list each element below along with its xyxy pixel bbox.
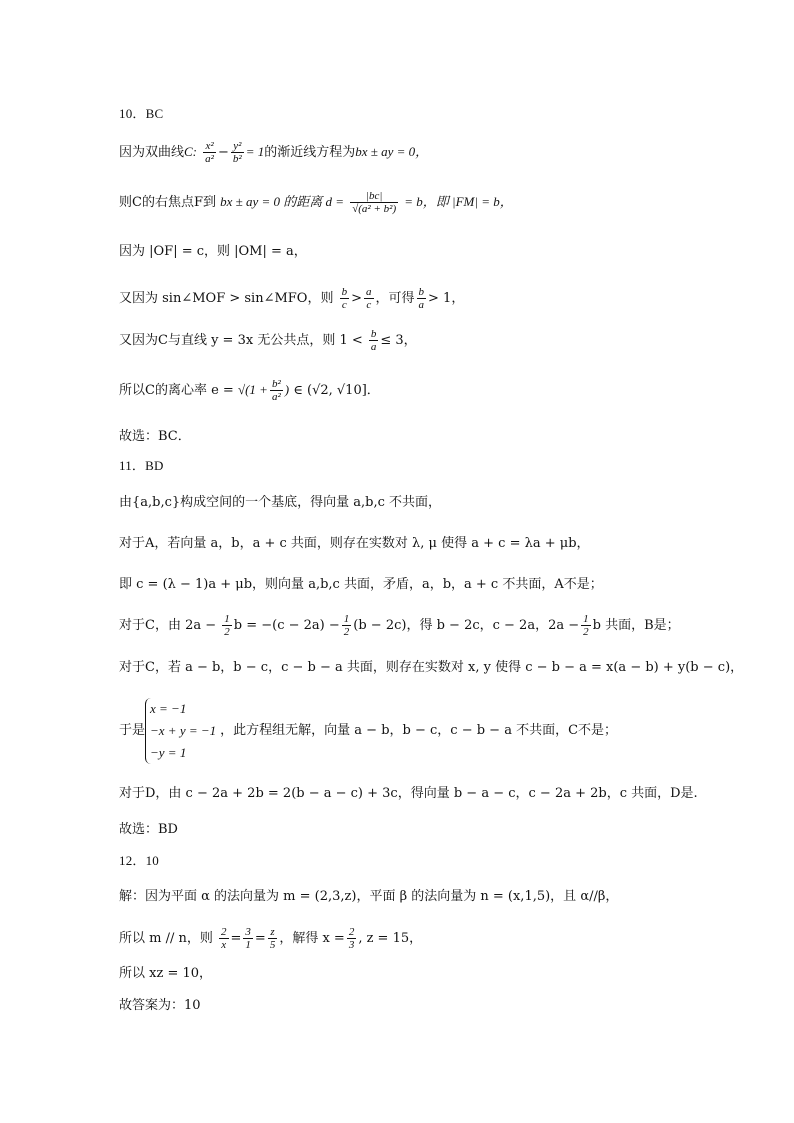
numerator: 1	[224, 613, 230, 625]
numerator: |bc|	[350, 190, 398, 203]
equation: −x + y = −1	[150, 723, 217, 738]
fraction-1-2	[581, 613, 591, 638]
numerator: b	[341, 286, 348, 298]
q10-math: bx ± ay = 0 的距离 d =	[220, 194, 345, 209]
q10-text: 因为双曲线	[119, 145, 185, 160]
q12-line1: 解：因为平面 α 的法向量为 m = (2,3,z)，平面 β 的法向量为 n = (x,1,5)，且 α//β，	[119, 889, 619, 904]
numerator: b	[370, 328, 377, 340]
denominator: c	[341, 299, 347, 311]
q10-text: > 1，	[428, 291, 465, 306]
fraction-distance	[350, 190, 398, 215]
numerator: a	[366, 286, 372, 298]
q11-text: b = −(c − 2a) −	[233, 618, 340, 633]
q12-answer: 故答案为：10	[119, 998, 201, 1013]
fraction-2-x	[219, 926, 229, 951]
q11-line7: 对于D，由 c − 2a + 2b = 2(b − a − c) + 3c，得向量 b − a − c，c − 2a + 2b，c 共面，D是.	[119, 786, 698, 801]
denominator: a²	[205, 153, 214, 165]
q10-answer: 故选：BC．	[119, 429, 191, 444]
q12-math: =	[230, 931, 242, 946]
q12-text: ，解得 x =	[279, 931, 345, 946]
q12-title: 12．10	[119, 853, 159, 868]
numerator: y²	[231, 140, 244, 153]
numerator: 3	[245, 926, 251, 938]
q11-text: ，此方程组无解，向量 a − b，b − c，c − b − a 不共面，C不是；	[220, 723, 618, 738]
q10-line5	[119, 328, 417, 353]
q10-text: ，可得	[375, 291, 415, 306]
q10-math: bx ± ay = 0，	[355, 144, 429, 159]
q10-math: >	[351, 291, 363, 306]
numerator: b	[418, 286, 425, 298]
denominator: 2	[224, 626, 230, 638]
fraction-y2-b2	[231, 140, 244, 165]
denominator: √(a² + b²)	[352, 203, 397, 215]
q10-text: 又因为C与直线 y = 3x 无公共点，则 1 <	[119, 333, 363, 348]
fraction-1-2	[222, 613, 232, 638]
fraction-3-1	[243, 926, 253, 951]
q11-line2: 对于A，若向量 a，b，a + c 共面，则存在实数对 λ, μ 使得 a + c = λa + μb，	[119, 536, 590, 551]
fraction-1-2	[342, 613, 352, 638]
q11-text: 对于C，由 2a −	[119, 618, 217, 633]
q10-math: )	[284, 382, 290, 397]
denominator: 2	[343, 626, 350, 638]
numerator: x²	[203, 140, 216, 153]
equation: x = −1	[150, 701, 187, 716]
q11-text: (b − 2c)，得 b − 2c，c − 2a，2a −	[353, 618, 580, 633]
fraction-a-c	[364, 286, 374, 311]
denominator: b²	[232, 153, 242, 165]
q10-text: 的渐近线方程为	[264, 145, 356, 160]
equation: −y = 1	[150, 745, 187, 760]
q12-line2	[119, 926, 422, 951]
q10-text: ∈ (√2, √10]．	[293, 383, 380, 398]
q11-text: 于是	[119, 723, 146, 738]
fraction-2-3	[347, 926, 357, 951]
q11-line1: 由{a,b,c}构成空间的一个基底，得向量 a,b,c 不共面，	[119, 495, 442, 510]
q11-text: b 共面，B是；	[592, 618, 680, 633]
q10-text: 又因为 sin∠MOF > sin∠MFO，则	[119, 291, 334, 306]
q12-line3: 所以 xz = 10，	[119, 966, 213, 981]
q12-math: =	[254, 931, 266, 946]
fraction-b-a	[417, 286, 427, 311]
q10-line1: 因为双曲线C: $\frac{\text{x²}}{\text{a²}}$ − $\frac{\text{y²}}{\text{b²}}$ = 1的渐近线方程为bx ± ay = 0，	[119, 140, 429, 165]
q10-text: 所以C的离心率 e =	[119, 383, 234, 398]
q12-text: , z = 15，	[358, 931, 423, 946]
denominator: a	[370, 341, 377, 353]
q11-line4	[119, 613, 680, 638]
denominator: 1	[245, 939, 251, 951]
q10-math: = b，即 |FM| = b，	[404, 194, 513, 209]
q10-line4	[119, 286, 464, 311]
fraction-b2-a2	[270, 378, 283, 403]
numerator: 1	[583, 613, 589, 625]
q10-math: = 1	[245, 144, 265, 159]
denominator: a	[418, 299, 425, 311]
numerator: 2	[348, 926, 355, 938]
q10-title: 10．BC	[119, 106, 164, 121]
fraction-x2-a2	[203, 140, 216, 165]
q10-text: ≤ 3，	[380, 333, 417, 348]
denominator: 2	[583, 626, 589, 638]
fraction-b-a	[369, 328, 379, 353]
q10-text: 则C的右焦点F到	[119, 195, 216, 210]
q12-text: 所以 m // n，则	[119, 931, 213, 946]
q11-line5: 对于C，若 a − b，b − c，c − b − a 共面，则存在实数对 x, y 使得 c − b − a = x(a − b) + y(b − c)，	[119, 660, 744, 675]
q11-answer: 故选：BD	[119, 822, 178, 837]
denominator: a²	[271, 391, 281, 403]
numerator: 1	[343, 613, 350, 625]
equation-system	[145, 698, 216, 764]
q11-line6	[119, 698, 617, 764]
fraction-b-c	[340, 286, 350, 311]
q10-line6	[119, 378, 380, 403]
q10-line3: 因为 |OF| = c，则 |OM| = a，	[119, 244, 307, 259]
q10-math: C:	[184, 144, 198, 159]
numerator: b²	[271, 378, 281, 390]
denominator: 3	[348, 939, 355, 951]
numerator: 2	[221, 926, 227, 938]
denominator: x	[221, 939, 227, 951]
q10-math: √(1 +	[237, 382, 268, 397]
denominator: c	[366, 299, 372, 311]
q10-line2	[119, 190, 513, 215]
q11-title: 11．BD	[119, 458, 164, 473]
fraction-z-5	[268, 926, 278, 951]
q11-line3: 即 c = (λ − 1)a + μb，则向量 a,b,c 共面，矛盾，a，b，a + c 不共面，A不是；	[119, 577, 603, 592]
denominator: 5	[269, 939, 276, 951]
numerator: z	[268, 926, 278, 939]
